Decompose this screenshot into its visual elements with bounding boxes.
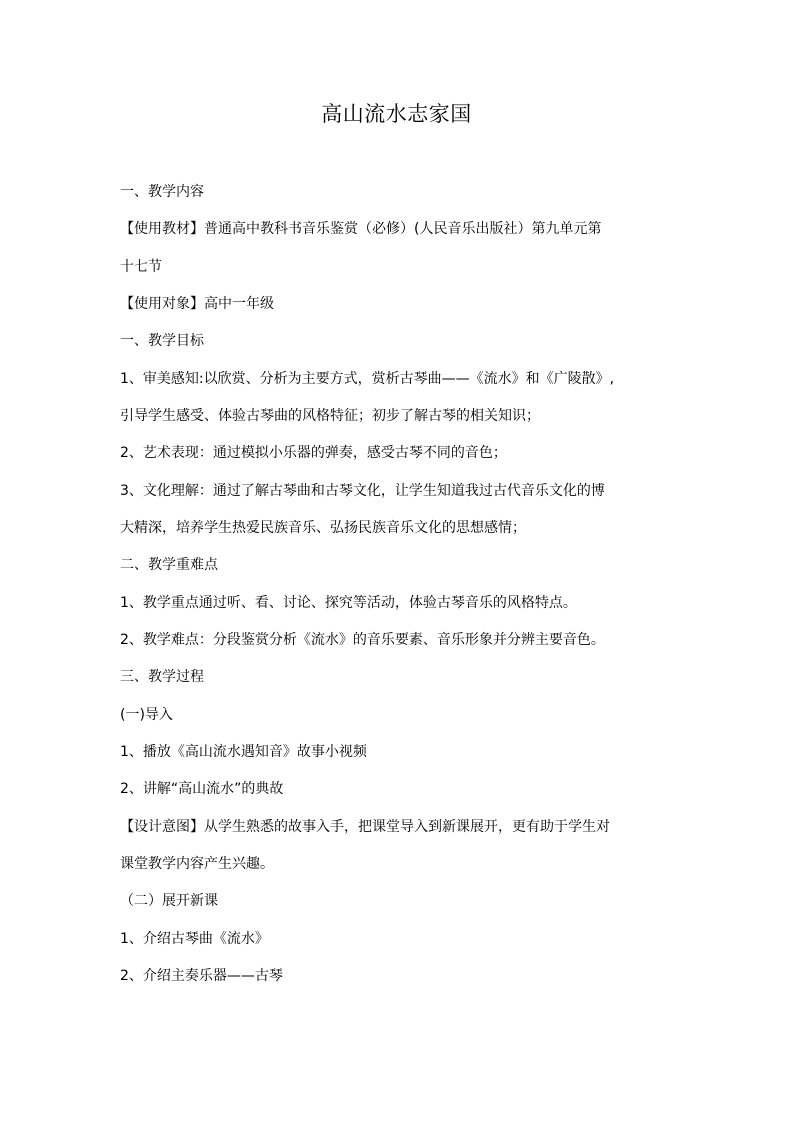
paragraph-line: 3、文化理解：通过了解古琴曲和古琴文化，让学生知道我过古代音乐文化的博 [120,483,605,499]
document-title: 高山流水志家国 [321,102,472,126]
paragraph-line: 十七节 [120,259,162,275]
paragraph-line: 2、讲解“高山流水”的典故 [120,781,284,797]
subsection-heading: （二）展开新课 [120,893,218,909]
paragraph-line: 2、介绍主奏乐器——古琴 [120,968,283,984]
paragraph-line: 1、介绍古琴曲《流水》 [120,931,269,947]
paragraph-line: 2、教学难点：分段鉴赏分析《流水》的音乐要素、音乐形象并分辨主要音色。 [120,632,605,648]
subsection-heading: (一)导入 [120,707,173,723]
paragraph-line: 2、艺术表现：通过模拟小乐器的弹奏，感受古琴不同的音色； [120,445,507,461]
paragraph-line: 课堂教学内容产生兴趣。 [120,856,274,872]
paragraph-line: 1、播放《高山流水遇知音》故事小视频 [120,744,367,760]
section-heading: 三、教学过程 [120,669,204,685]
paragraph-line: 1、审美感知:以欣赏、分析为主要方式，赏析古琴曲——《流水》和《广陵散》, [120,371,615,387]
paragraph-line: 【使用教材】普通高中教科书音乐鉴赏（必修）(人民音乐出版社）第九单元第 [120,221,602,237]
paragraph-line: 【使用对象】高中一年级 [120,296,274,312]
section-heading: 二、教学重难点 [120,557,218,573]
paragraph-line: 引导学生感受、体验古琴曲的风格特征；初步了解古琴的相关知识； [120,408,540,424]
paragraph-line: 【设计意图】从学生熟悉的故事入手，把课堂导入到新课展开，更有助于学生对 [120,819,610,835]
section-heading: 一、教学内容 [120,184,204,200]
paragraph-line: 大精深，培养学生热爱民族音乐、弘扬民族音乐文化的思想感情； [120,520,526,536]
section-heading: 一、教学目标 [120,333,204,349]
paragraph-line: 1、教学重点通过听、看、讨论、探究等活动，体验古琴音乐的风格特点。 [120,595,577,611]
